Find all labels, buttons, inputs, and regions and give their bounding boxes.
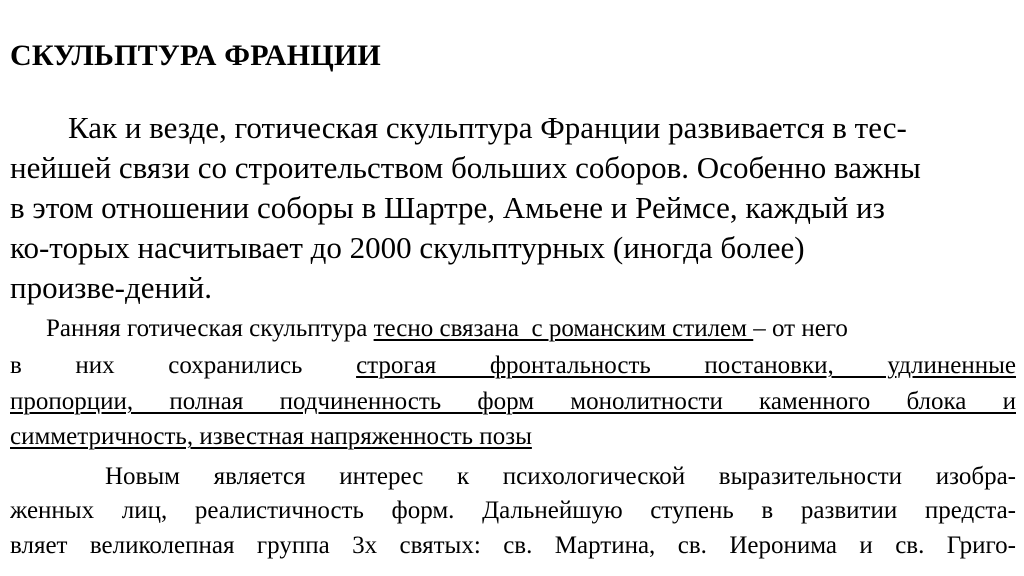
paragraph1-line-3: в этом отношении соборы в Шартре, Амьене и Реймсе, каждый из bbox=[10, 190, 885, 225]
paragraph1-line-4: ко-торых насчитывает до 2000 скульптурных (иногда более) bbox=[10, 230, 805, 265]
paragraph1-line-2: нейшей связи со строительством больших соборов. Особенно важны bbox=[10, 150, 921, 185]
paragraph2-underlined-phrase-2: строгая фронтальность постановки, удлиненные bbox=[356, 352, 1016, 379]
slide-title: СКУЛЬПТУРА ФРАНЦИИ bbox=[10, 39, 381, 72]
paragraph2-line-1-text: Ранняя готическая скульптура bbox=[46, 315, 374, 342]
paragraph3-line-1-text: Новым является интерес к психологической выразительности изобра- bbox=[105, 463, 1016, 490]
paragraph3-line-2-text: женных лиц, реалистичность форм. Дальнейшую ступень в развитии предста- bbox=[10, 497, 1016, 524]
paragraph2-line-2 bbox=[10, 350, 1016, 382]
paragraph2-line-2-text: в них сохранились bbox=[10, 352, 357, 379]
paragraph2-line-1-tail: – от него bbox=[753, 315, 848, 342]
paragraph3-line-2 bbox=[10, 495, 1016, 527]
paragraph2-line-4: симметричность, известная напряженность позы bbox=[10, 423, 532, 450]
paragraph1-line-1: Как и везде, готическая скульптура Франции развивается в тес- bbox=[68, 110, 907, 145]
paragraph2-line-3-text: пропорции, полная подчиненность форм монолитности каменного блока и bbox=[10, 388, 1016, 415]
paragraph1-line-5: произве-дений. bbox=[10, 270, 213, 305]
paragraph3-line-3 bbox=[10, 530, 1016, 562]
paragraph2-line-3 bbox=[10, 386, 1016, 418]
paragraph3-line-3-text: вляет великолепная группа 3х святых: св. Мартина, св. Иеронима и св. Григо- bbox=[10, 532, 1016, 559]
paragraph2-line-1 bbox=[46, 313, 848, 345]
paragraph3-line-1 bbox=[105, 461, 1016, 493]
paragraph2-underlined-phrase-1: тесно связана с романским стилем bbox=[373, 315, 754, 342]
